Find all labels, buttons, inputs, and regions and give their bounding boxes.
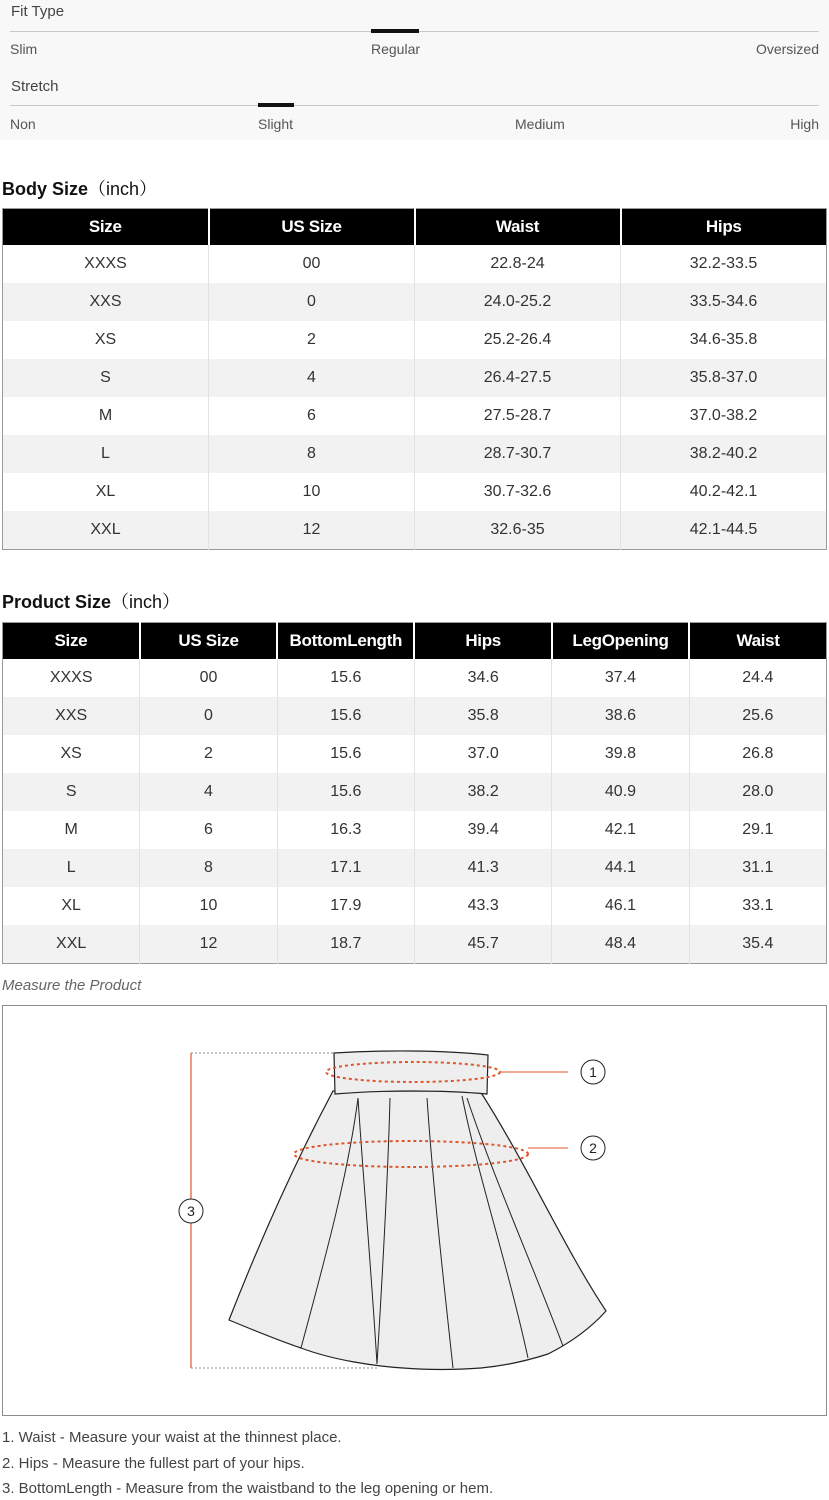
table-cell: XXXS — [84, 255, 127, 272]
table-row — [3, 359, 827, 397]
table-cell: 48.4 — [552, 925, 689, 964]
column-header: Size — [3, 623, 140, 660]
table-cell: 17.9 — [277, 887, 414, 925]
table-cell: 2 — [209, 321, 415, 359]
table-cell: XS — [60, 745, 82, 762]
fit-option-oversized: Oversized — [755, 41, 819, 57]
table-cell: 33.5-34.6 — [621, 283, 827, 321]
table-cell: 8 — [209, 435, 415, 473]
table-cell: 34.6-35.8 — [621, 321, 827, 359]
table-cell: 22.8-24 — [415, 245, 621, 283]
body-size-table — [2, 208, 827, 550]
fit-option-regular: Regular — [371, 41, 421, 57]
table-cell: 37.4 — [552, 659, 689, 697]
note-waist: 1. Waist - Measure your waist at the thinnest place. — [2, 1429, 342, 1446]
table-cell: 32.6-35 — [415, 511, 621, 550]
fit-option-slim: Slim — [10, 41, 38, 57]
table-cell: 40.2-42.1 — [621, 473, 827, 511]
table-cell: 45.7 — [414, 925, 551, 964]
table-row — [3, 773, 827, 811]
stretch-scale-line — [10, 105, 819, 106]
table-cell: S — [3, 359, 209, 397]
table-cell: 34.6 — [414, 659, 551, 697]
product-size-unit: （inch） — [111, 592, 181, 612]
table-cell: 41.3 — [414, 849, 551, 887]
table-cell: 44.1 — [552, 849, 689, 887]
table-cell: 37.0 — [414, 735, 551, 773]
table-cell: 35.8 — [414, 697, 551, 735]
note-hips: 2. Hips - Measure the fullest part of your hips. — [2, 1455, 305, 1472]
table-cell: 24.4 — [689, 659, 826, 697]
table-cell: 40.9 — [552, 773, 689, 811]
table-cell: 0 — [209, 283, 415, 321]
table-cell: L — [3, 849, 140, 887]
table-cell: 26.8 — [689, 735, 826, 773]
table-cell: 2 — [140, 735, 277, 773]
table-row — [3, 473, 827, 511]
measure-diagram — [2, 1005, 827, 1416]
column-header: LegOpening — [552, 623, 689, 660]
table-cell: 0 — [140, 697, 277, 735]
table-row — [3, 735, 827, 773]
body-size-title — [2, 175, 157, 201]
table-cell: M — [64, 821, 78, 838]
table-cell: XXL — [3, 511, 209, 550]
stretch-option-slight: Slight — [258, 116, 294, 132]
table-cell: 26.4-27.5 — [415, 359, 621, 397]
table-cell: 8 — [140, 849, 277, 887]
measure-caption: Measure the Product — [2, 977, 142, 994]
column-header: Waist — [415, 209, 621, 246]
table-cell: 27.5-28.7 — [415, 397, 621, 435]
table-cell: 15.6 — [277, 773, 414, 811]
stretch-option-high: High — [790, 116, 819, 132]
table-row — [3, 849, 827, 887]
table-cell: XXS — [3, 697, 140, 735]
stretch-label: Stretch — [11, 78, 59, 95]
body-size-title-text: Body Size — [2, 179, 89, 199]
fit-type-label: Fit Type — [11, 3, 65, 20]
marker-hips — [581, 1136, 605, 1160]
table-cell: 46.1 — [552, 887, 689, 925]
column-header: US Size — [209, 209, 415, 246]
table-cell: S — [3, 773, 140, 811]
table-cell: XS — [94, 331, 117, 348]
table-cell: 38.2 — [414, 773, 551, 811]
table-cell: 35.8-37.0 — [621, 359, 827, 397]
table-cell: 25.6 — [689, 697, 826, 735]
table-cell: 38.2-40.2 — [621, 435, 827, 473]
table-cell: 15.6 — [277, 697, 414, 735]
column-header: BottomLength — [277, 623, 414, 660]
table-cell: 29.1 — [689, 811, 826, 849]
column-header: Hips — [621, 209, 827, 246]
marker-hips-number: 2 — [589, 1140, 597, 1156]
table-cell: XXXS — [49, 669, 93, 686]
table-cell: 39.8 — [552, 735, 689, 773]
stretch-selected-marker — [258, 103, 294, 107]
table-cell: 39.4 — [414, 811, 551, 849]
table-cell: 10 — [209, 473, 415, 511]
product-size-title-text: Product Size — [2, 592, 112, 612]
marker-length — [179, 1199, 203, 1223]
marker-length-number: 3 — [187, 1203, 195, 1219]
product-size-table — [2, 622, 827, 964]
table-cell: 24.0-25.2 — [415, 283, 621, 321]
table-row — [3, 697, 827, 735]
table-cell: 4 — [209, 359, 415, 397]
table-cell: XXS — [3, 283, 209, 321]
table-cell: XL — [95, 483, 116, 500]
stretch-option-non: Non — [10, 116, 36, 132]
table-row — [3, 397, 827, 435]
table-cell: 10 — [140, 887, 277, 925]
stretch-option-medium: Medium — [515, 116, 565, 132]
table-cell: 37.0-38.2 — [621, 397, 827, 435]
product-size-title — [2, 588, 180, 614]
table-cell: 42.1-44.5 — [621, 511, 827, 550]
table-cell: 43.3 — [414, 887, 551, 925]
skirt-illustration — [3, 1006, 826, 1415]
table-cell: 12 — [209, 511, 415, 550]
table-cell: 28.7-30.7 — [415, 435, 621, 473]
table-cell: 00 — [209, 245, 415, 283]
table-cell: 00 — [140, 659, 277, 697]
table-cell: 35.4 — [689, 925, 826, 964]
body-size-header-row — [3, 209, 827, 246]
fit-stretch-panel — [0, 0, 829, 140]
table-cell: M — [98, 407, 113, 424]
table-cell: 33.1 — [689, 887, 826, 925]
table-row — [3, 659, 827, 697]
table-cell: 6 — [209, 397, 415, 435]
skirt-body — [229, 1091, 606, 1370]
column-header: Size — [3, 209, 209, 246]
fit-type-selected-marker — [371, 29, 419, 33]
table-row — [3, 925, 827, 964]
table-cell: 12 — [140, 925, 277, 964]
table-cell: 16.3 — [277, 811, 414, 849]
table-row — [3, 245, 827, 283]
table-cell: 28.0 — [689, 773, 826, 811]
table-cell: 15.6 — [277, 659, 414, 697]
table-cell: 15.6 — [277, 735, 414, 773]
table-row — [3, 435, 827, 473]
table-cell: 32.2-33.5 — [621, 245, 827, 283]
table-cell: 25.2-26.4 — [415, 321, 621, 359]
table-cell: 42.1 — [552, 811, 689, 849]
table-row — [3, 283, 827, 321]
table-cell: XL — [61, 897, 81, 914]
product-size-header-row — [3, 623, 827, 660]
table-cell: L — [3, 435, 209, 473]
table-cell: 6 — [140, 811, 277, 849]
column-header: Hips — [414, 623, 551, 660]
column-header: US Size — [140, 623, 277, 660]
table-row — [3, 321, 827, 359]
body-size-unit: （inch） — [88, 179, 158, 199]
table-cell: 31.1 — [689, 849, 826, 887]
skirt-waistband — [334, 1051, 488, 1094]
table-cell: 30.7-32.6 — [415, 473, 621, 511]
marker-waist-number: 1 — [589, 1064, 597, 1080]
column-header: Waist — [689, 623, 826, 660]
table-row — [3, 887, 827, 925]
table-cell: 17.1 — [277, 849, 414, 887]
table-cell: 18.7 — [277, 925, 414, 964]
note-bottom-length: 3. BottomLength - Measure from the waistband to the leg opening or hem. — [2, 1480, 494, 1497]
table-row — [3, 511, 827, 550]
table-cell: 4 — [140, 773, 277, 811]
table-cell: XXL — [3, 925, 140, 964]
marker-waist — [581, 1060, 605, 1084]
table-cell: 38.6 — [552, 697, 689, 735]
table-row — [3, 811, 827, 849]
